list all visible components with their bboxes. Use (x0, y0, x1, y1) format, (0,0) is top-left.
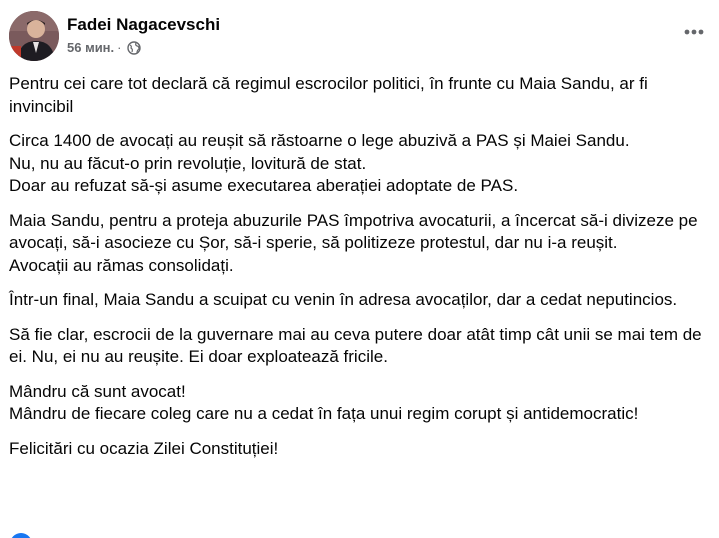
reaction-icon[interactable] (10, 533, 32, 538)
post-paragraph (9, 130, 709, 198)
post-meta (67, 40, 141, 55)
post-paragraph (9, 210, 709, 278)
post-text-line: Maia Sandu, pentru a proteja abuzurile PAS împotriva avocaturii, a încercat să-i divizeze pe avocați, să-i asocieze cu Șor, să-i sperie, să politizeze protestul, dar nu i-a reușit. (9, 210, 698, 252)
post-paragraph (9, 324, 709, 369)
globe-icon[interactable] (127, 41, 141, 55)
post-text-line: Circa 1400 de avocați au reușit să răstoarne o lege abuzivă a PAS și Maiei Sandu. (9, 131, 630, 150)
post-text-line: Avocații au rămas consolidați. (9, 255, 234, 275)
post-timestamp[interactable]: 56 мин. (67, 40, 115, 55)
post-text-line: Doar au refuzat să-și asume executarea aberației adoptate de PAS. (9, 176, 519, 195)
more-horizontal-icon (683, 25, 705, 39)
avatar[interactable] (9, 11, 59, 61)
post-paragraph (9, 289, 709, 312)
post-text-line: Pentru cei care tot declară că regimul escrocilor politici, în frunte cu Maia Sandu, ar fi invincibil (9, 74, 648, 116)
post-text-line: Felicitări cu ocazia Zilei Constituției! (9, 438, 279, 458)
post-paragraph (9, 73, 709, 118)
more-options-button[interactable] (683, 25, 705, 39)
post-body (9, 73, 709, 472)
post-text-line: Mândru de fiecare coleg care nu a cedat în fața unui regim corupt și antidemocratic! (9, 404, 639, 423)
post-text-line: Nu, nu au făcut-o prin revoluție, lovitură de stat. (9, 153, 367, 173)
post-text-line: Să fie clar, escrocii de la guvernare mai au ceva putere doar atât timp cât unii se mai tem de ei. Nu, ei nu au reușite. Ei doar exploatează fricile. (9, 324, 702, 366)
meta-separator: · (117, 40, 122, 55)
post-text-line: Mândru că sunt avocat! (9, 381, 186, 401)
author-name[interactable]: Fadei Nagacevschi (67, 15, 221, 34)
post-header (9, 11, 709, 63)
profile-photo-icon (9, 11, 59, 61)
post-paragraph (9, 438, 709, 461)
post-paragraph (9, 381, 709, 426)
post-text-line: Într-un final, Maia Sandu a scuipat cu venin în adresa avocaților, dar a cedat neputincios. (9, 290, 678, 309)
